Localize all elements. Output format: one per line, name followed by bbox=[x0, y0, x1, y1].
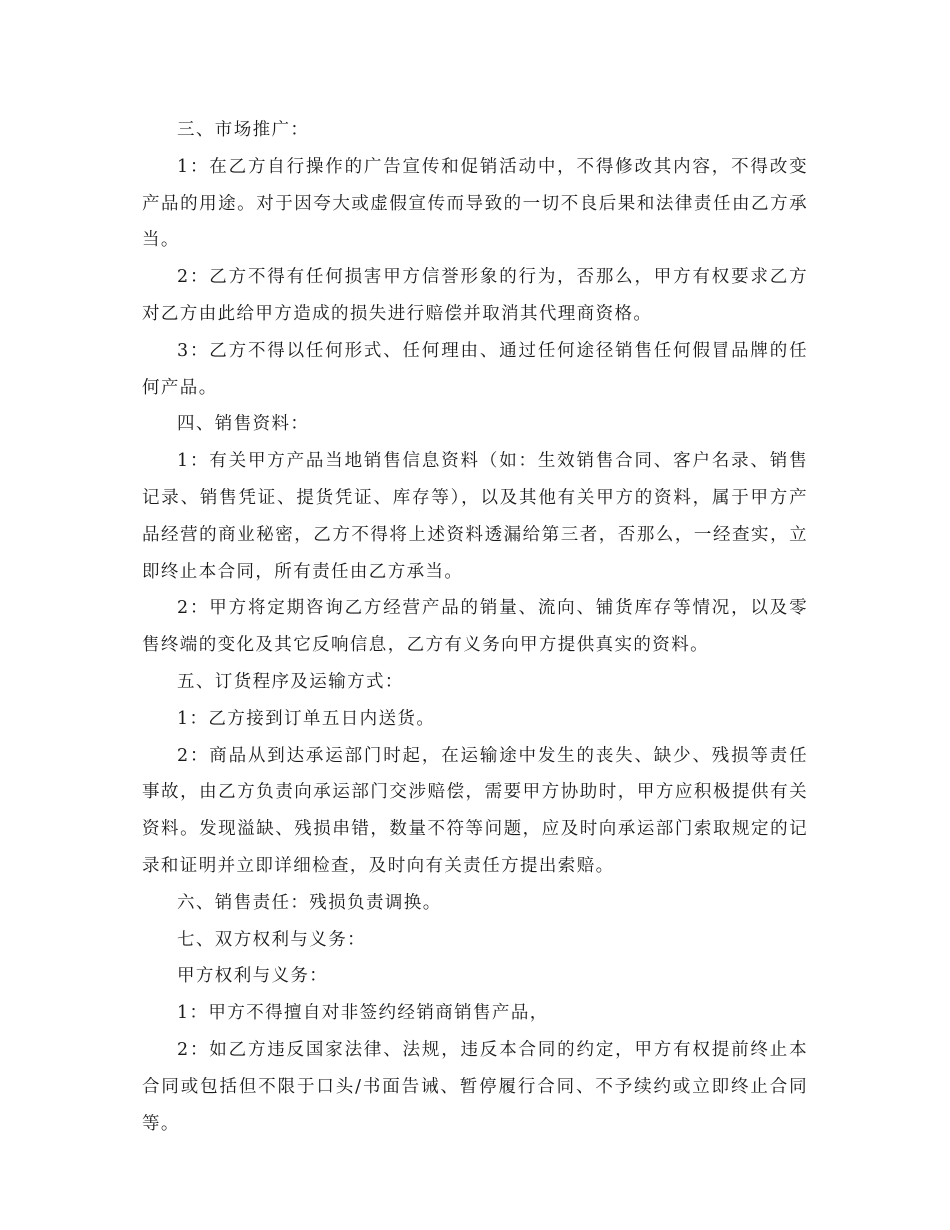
section-heading-sales-responsibility: 六、销售责任：残损负责调换。 bbox=[177, 892, 442, 913]
section-heading-market-promotion: 三、市场推广： bbox=[177, 120, 310, 140]
document-body bbox=[142, 112, 808, 1142]
clause-paragraph: 2：甲方将定期咨询乙方经营产品的销量、流向、铺货库存等情况，以及零售终端的变化及其它反响信息，乙方有义务向甲方提供真实的资料。 bbox=[142, 598, 808, 656]
subheading-party-a-rights: 甲方权利与义务： bbox=[177, 966, 329, 987]
clause-paragraph: 2：乙方不得有任何损害甲方信誉形象的行为，否那么，甲方有权要求乙方对乙方由此给甲方造成的损失进行赔偿并取消其代理商资格。 bbox=[142, 267, 808, 324]
clause-paragraph: 1：甲方不得擅自对非签约经销商销售产品， bbox=[177, 1003, 549, 1024]
clause-paragraph: 1：有关甲方产品当地销售信息资料（如：生效销售合同、客户名录、销售记录、销售凭证、提货凭证、库存等），以及其他有关甲方的资料，属于甲方产品经营的商业秘密，乙方不得将上述资料透漏给第三者，否那么，一经查实，立即终止本合同，所有责任由乙方承当。 bbox=[142, 451, 808, 582]
section-heading-rights-obligations: 七、双方权利与义务： bbox=[177, 929, 366, 950]
clause-paragraph: 3：乙方不得以任何形式、任何理由、通过任何途径销售任何假冒品牌的任何产品。 bbox=[142, 340, 808, 398]
clause-paragraph: 1：在乙方自行操作的广告宣传和促销活动中，不得修改其内容，不得改变产品的用途。对于因夸大或虚假宣传而导致的一切不良后果和法律责任由乙方承当。 bbox=[142, 156, 808, 251]
clause-paragraph: 2：如乙方违反国家法律、法规，违反本合同的约定，甲方有权提前终止本合同或包括但不限于口头/书面告诫、暂停履行合同、不予续约或立即终止合同等。 bbox=[142, 1039, 808, 1134]
section-heading-ordering-transport: 五、订货程序及运输方式： bbox=[177, 671, 404, 692]
clause-paragraph: 2：商品从到达承运部门时起，在运输途中发生的丧失、缺少、残损等责任事故，由乙方负责向承运部门交涉赔偿，需要甲方协助时，甲方应积极提供有关资料。发现溢缺、残损串错，数量不符等问题，应及时向承运部门索取规定的记录和证明并立即详细检查，及时向有关责任方提出索赔。 bbox=[142, 745, 808, 876]
clause-paragraph: 1：乙方接到订单五日内送货。 bbox=[177, 708, 436, 729]
section-heading-sales-materials: 四、销售资料： bbox=[177, 414, 310, 435]
